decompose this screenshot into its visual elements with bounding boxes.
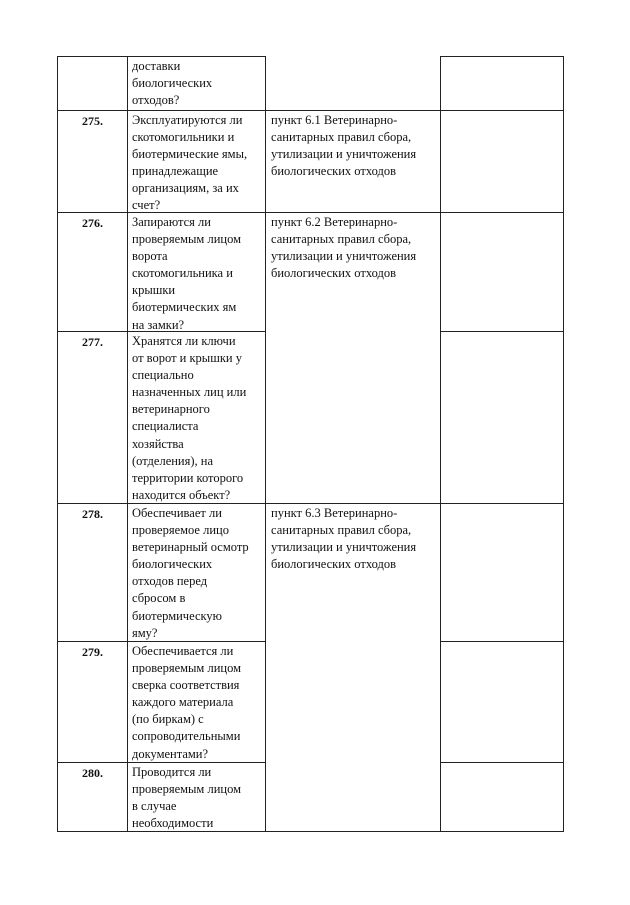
row-divider <box>440 331 563 332</box>
row-number: 276. <box>82 216 103 230</box>
question-text: Обеспечивает ли проверяемое лицо ветеринарный осмотр биологических отходов перед сбросом в биотермическую яму? <box>132 506 249 640</box>
row-divider <box>440 110 563 111</box>
column-divider <box>57 56 58 832</box>
row-divider <box>440 641 563 642</box>
row-number: 280. <box>82 766 103 780</box>
column-divider <box>440 56 441 832</box>
legal-reference: пункт 6.2 Ветеринарно- санитарных правил сбора, утилизации и уничтожения биологических отходов <box>271 215 417 281</box>
row-divider <box>440 831 563 832</box>
question-text: Хранятся ли ключи от ворот и крышки у специально назначенных лиц или ветеринарного специалиста хозяйства (отделения), на территории которого находится объект? <box>132 334 247 502</box>
legal-reference: пункт 6.3 Ветеринарно- санитарных правил сбора, утилизации и уничтожения биологических отходов <box>271 506 417 572</box>
row-divider <box>57 110 265 111</box>
question-text: Эксплуатируются ли скотомогильники и биотермические ямы, принадлежащие организациям, за их счет? <box>132 113 248 213</box>
question-text: Запираются ли проверяемым лицом ворота скотомогильника и крышки биотермических ям на замки? <box>132 215 241 332</box>
row-number: 277. <box>82 335 103 349</box>
row-divider <box>440 212 563 213</box>
row-divider <box>440 762 563 763</box>
row-number: 275. <box>82 114 103 128</box>
column-divider <box>127 56 128 832</box>
row-number: 278. <box>82 507 103 521</box>
row-divider <box>265 110 440 111</box>
question-text: доставки биологических отходов? <box>132 59 213 108</box>
question-text: Проводится ли проверяемым лицом в случае необходимости <box>132 765 241 831</box>
row-divider <box>57 56 265 57</box>
column-divider <box>265 56 266 832</box>
row-divider <box>440 503 563 504</box>
row-divider <box>265 503 440 504</box>
row-divider <box>265 212 440 213</box>
question-text: Обеспечивается ли проверяемым лицом сверка соответствия каждого материала (по биркам) с сопроводительными документами? <box>132 644 241 761</box>
column-divider <box>563 56 564 832</box>
row-divider <box>440 56 563 57</box>
legal-reference: пункт 6.1 Ветеринарно- санитарных правил сбора, утилизации и уничтожения биологических отходов <box>271 113 417 179</box>
row-divider <box>265 831 440 832</box>
row-number: 279. <box>82 645 103 659</box>
